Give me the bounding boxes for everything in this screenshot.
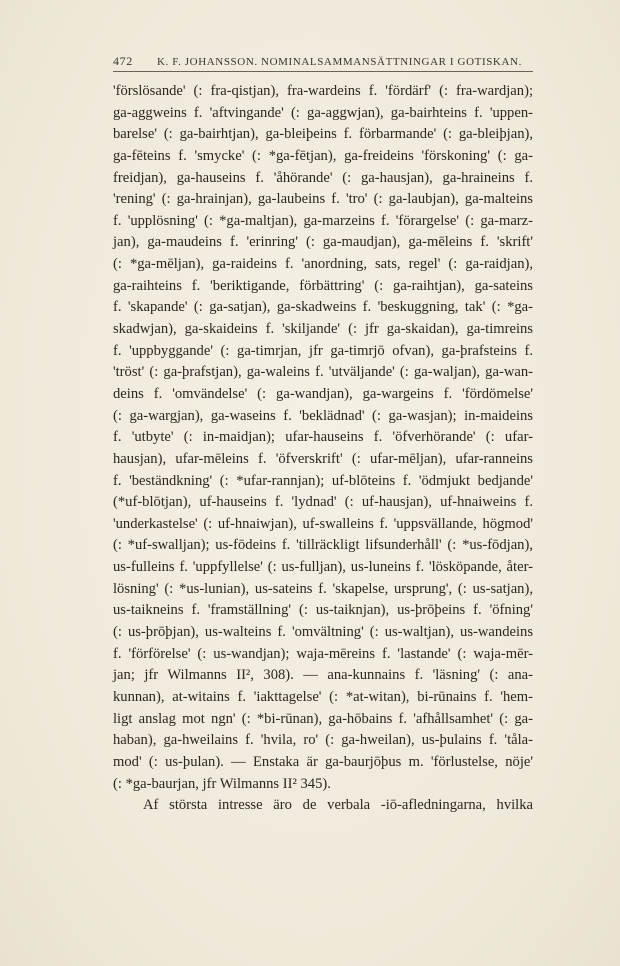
text-line: mod' (: us-þulan). — Enstaka är ga-baurjōþus m. 'förlustelse, nöje'	[113, 753, 533, 770]
text-line: ga-raihteins f. 'beriktigande, förbättring' (: ga-raihtjan), ga-sateins	[113, 277, 533, 294]
text-line: barelse' (: ga-bairhtjan), ga-bleiþeins f. förbarmande' (: ga-bleiþjan),	[113, 126, 533, 143]
text-line: lösning' (: *us-lunian), us-sateins f. 'skapelse, ursprung', (: us-satjan),	[113, 580, 533, 597]
text-line: jan), ga-maudeins f. 'erinring' (: ga-maudjan), ga-mēleins f. 'skrift'	[113, 234, 533, 251]
body-text	[113, 81, 533, 817]
text-line: f. 'upplösning' (: *ga-maltjan), ga-marzeins f. 'förargelse' (: ga-marz-	[113, 212, 533, 229]
text-line: jan; jfr Wilmanns II², 308). — ana-kunnains f. 'läsning' (: ana-	[113, 667, 533, 684]
text-line: (: *uf-swalljan); us-fōdeins f. 'tillräckligt lifsunderhåll' (: *us-fōdjan),	[113, 537, 533, 554]
text-line: f. 'uppbyggande' (: ga-timrjan, jfr ga-timrjō ofvan), ga-þrafsteins f.	[113, 342, 533, 359]
text-line: 'rening' (: ga-hrainjan), ga-laubeins f. 'tro' (: ga-laubjan), ga-malteins	[113, 191, 533, 208]
text-line: (: ga-wargjan), ga-waseins f. 'beklädnad' (: ga-wasjan); in-maideins	[113, 407, 533, 424]
text-line: (: *ga-baurjan, jfr Wilmanns II² 345).	[113, 775, 331, 792]
running-title: K. F. JOHANSSON. NOMINALSAMMANSÄTTNINGAR I GOTISKAN.	[157, 56, 522, 68]
text-line: hausjan), ufar-mēleins f. 'öfverskrift' (: ufar-mēljan), ufar-ranneins	[113, 450, 533, 467]
text-line: ga-aggweins f. 'aftvingande' (: ga-aggwjan), ga-bairhteins f. 'uppen-	[113, 104, 533, 121]
text-line: f. 'utbyte' (: in-maidjan); ufar-hauseins f. 'öfverhörande' (: ufar-	[113, 429, 533, 446]
text-line: 'tröst' (: ga-þrafstjan), ga-waleins f. 'utväljande' (: ga-waljan), ga-wan-	[113, 364, 533, 381]
text-line: (: *ga-mēljan), ga-raideins f. 'anordning, sats, regel' (: ga-raidjan),	[113, 256, 533, 273]
paragraph-start-line: Af största intresse äro de verbala -iō-afledningarna, hvilka	[143, 797, 533, 814]
text-line: ga-fēteins f. 'smycke' (: *ga-fētjan), ga-freideins 'förskoning' (: ga-	[113, 147, 533, 164]
text-line: us-taikneins f. 'framställning' (: us-taiknjan), us-þrōþeins f. 'öfning'	[113, 602, 533, 619]
text-line: skadwjan), ga-skaideins f. 'skiljande' (: jfr ga-skaidan), ga-timreins	[113, 321, 533, 338]
header-rule	[113, 71, 533, 72]
text-line: freidjan), ga-hauseins f. 'åhörande' (: ga-hausjan), ga-hraineins f.	[113, 169, 533, 186]
text-line: kunnan), at-witains f. 'iakttagelse' (: *at-witan), bi-rūnains f. 'hem-	[113, 688, 533, 705]
text-line: f. 'förförelse' (: us-wandjan); waja-mēreins f. 'lastande' (: waja-mēr-	[113, 645, 533, 662]
text-line: f. 'beständkning' (: *ufar-rannjan); uf-blōteins f. 'ödmjukt bedjande'	[113, 472, 533, 489]
text-line: deins f. 'omvändelse' (: ga-wandjan), ga-wargeins f. 'fördömelse'	[113, 385, 533, 402]
text-line: (: us-þrōþjan), us-walteins f. 'omvältning' (: us-waltjan), us-wandeins	[113, 624, 533, 641]
text-line: us-fulleins f. 'uppfyllelse' (: us-fulljan), us-luneins f. 'lösköpande, åter-	[113, 559, 533, 576]
running-header	[113, 54, 531, 69]
text-line: ligt anslag mot ngn' (: *bi-rūnan), ga-hōbains f. 'afhållsamhet' (: ga-	[113, 710, 533, 727]
page-number: 472	[113, 54, 133, 68]
text-line: 'förslösande' (: fra-qistjan), fra-wardeins f. 'fördärf' (: fra-wardjan);	[113, 83, 533, 99]
text-line: (*uf-blōtjan), uf-hauseins f. 'lydnad' (: uf-hausjan), uf-hnaiweins f.	[113, 494, 533, 511]
text-line: f. 'skapande' (: ga-satjan), ga-skadweins f. 'beskuggning, tak' (: *ga-	[113, 299, 533, 316]
text-line: haban), ga-hweilains f. 'hvila, ro' (: ga-hweilan), us-þulains f. 'tåla-	[113, 732, 533, 749]
text-line: 'underkastelse' (: uf-hnaiwjan), uf-swalleins f. 'uppsvällande, högmod'	[113, 515, 533, 532]
